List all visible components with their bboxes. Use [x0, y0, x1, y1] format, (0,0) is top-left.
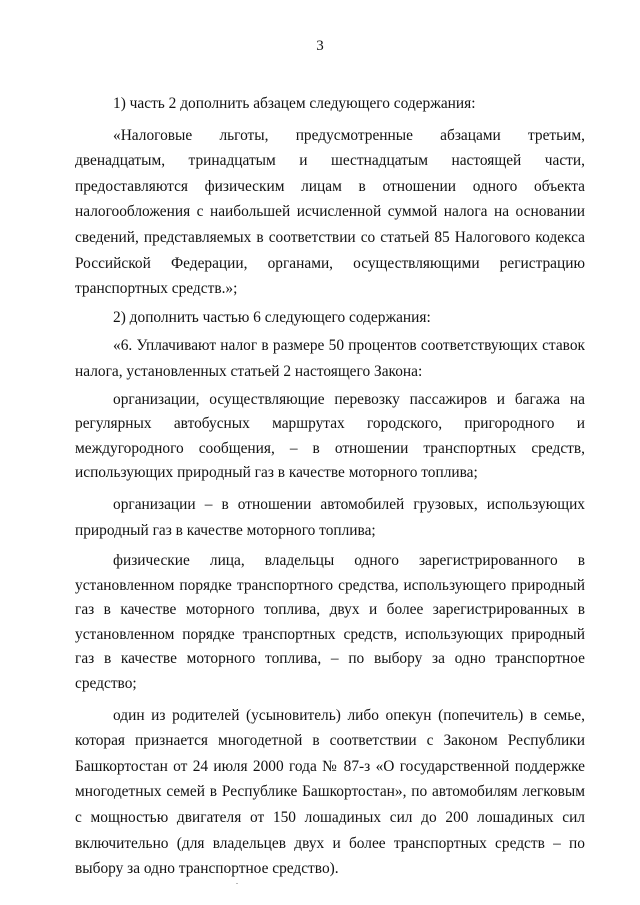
- paragraph-amendment-1-intro: 1) часть 2 дополнить абзацем следующего содержания:: [113, 95, 476, 112]
- paragraph-truck-organizations: организации – в отношении автомобилей грузовых, использующих природный газ в качестве моторного топлива;: [75, 495, 585, 539]
- paragraph-part-6-intro: «6. Уплачивают налог в размере 50 процентов соответствующих ставок налога, установленных статьей 2 настоящего Закона:: [75, 337, 585, 380]
- paragraph-individuals: физические лица, владельцы одного зарегистрированного в установленном порядке транспортного средства, использующего природный газ в качестве моторного топлива, двух и более зарегистрированных в установленном порядке транспортных средств, использующих природный газ в качестве моторного топлива, – по выбору за одно транспортное средство;: [75, 552, 585, 693]
- paragraph-large-families: один из родителей (усыновитель) либо опекун (попечитель) в семье, которая признается многодетной в соответствии с Законом Республики Башкортостан от 24 июля 2000 года № 87-з «О государственной поддержке многодетных семей в Республике Башкортостан», по автомобилям легковым с мощностью двигателя от 150 лошадиных сил до 200 лошадиных сил включительно (для владельцев двух и более транспортных средств – по выбору за одно транспортное средство).: [75, 706, 585, 878]
- scan-artifact: [236, 883, 238, 884]
- document-body: [75, 91, 585, 882]
- paragraph-tax-benefits-quote: «Налоговые льготы, предусмотренные абзацами третьим, двенадцатым, тринадцатым и шестнадцатым настоящей части, предоставляются физическим лицам в отношении одного объекта налогообложения с наибольшей исчисленной суммой налога на основании сведений, представляемых в соответствии со статьей 85 Налогового кодекса Российской Федерации, органами, осуществляющими регистрацию транспортных средств.»;: [75, 126, 585, 298]
- paragraph-bus-organizations: организации, осуществляющие перевозку пассажиров и багажа на регулярных автобусных маршрутах городского, пригородного и междугородного сообщения, – в отношении транспортных средств, использующих природный газ в качестве моторного топлива;: [75, 390, 585, 482]
- paragraph-amendment-2-intro: 2) дополнить частью 6 следующего содержания:: [113, 308, 431, 326]
- page-number: 3: [316, 38, 324, 54]
